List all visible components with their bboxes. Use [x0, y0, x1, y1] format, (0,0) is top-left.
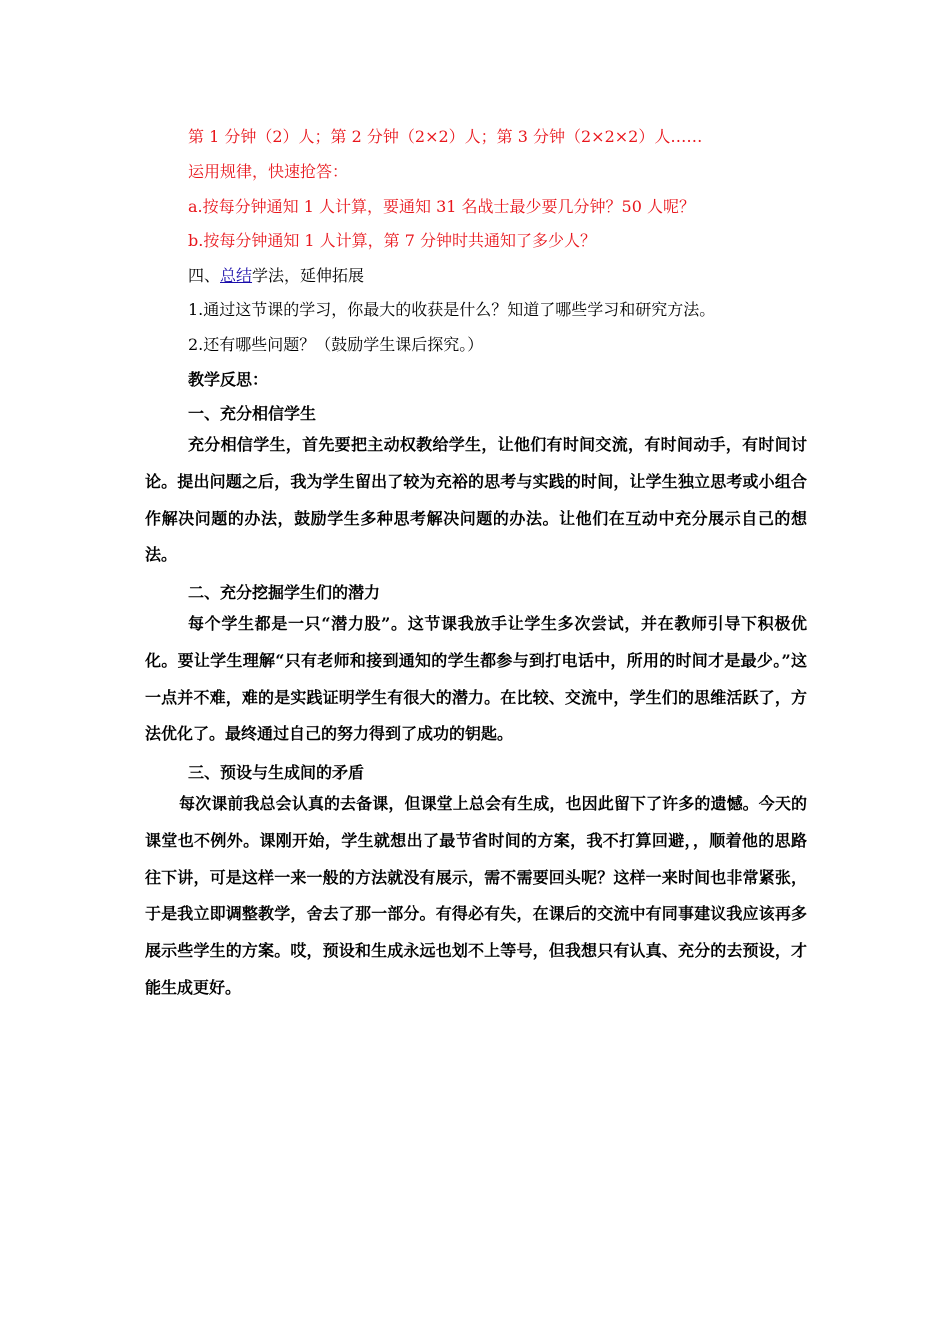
reflection-body-3: 每次课前我总会认真的去备课，但课堂上总会有生成，也因此留下了许多的遗憾。今天的课堂也不例外。课刚开始，学生就想出了最节省时间的方案，我不打算回避，，顺着他的思路往下讲，可是这样一来一般的方法就没有展示，需不需要回头呢？这样一来时间也非常紧张，于是我立即调整教学，舍去了那一部分。有得必有失，在课后的交流中有同事建议我应该再多展示些学生的方案。哎，预设和生成永远也划不上等号，但我想只有认真、充分的去预设，才能生成更好。 — [145, 794, 807, 997]
rule-line: 第 1 分钟（2）人；第 2 分钟（2×2）人；第 3 分钟（2×2×2）人…… — [188, 127, 703, 146]
reflection-body-2: 每个学生都是一只“潜力股”。这节课我放手让学生多次尝试，并在教师引导下积极优化。要让学生理解“只有老师和接到通知的学生都参与到打电话中，所用的时间才是最少。”这一点并不难，难的是实践证明学生有很大的潜力。在比较、交流中，学生们的思维活跃了，方法优化了。最终通过自己的努力得到了成功的钥匙。 — [145, 614, 807, 744]
item-2: 2.还有哪些问题？（鼓励学生课后探究。） — [188, 335, 484, 354]
reflection-heading-2: 二、充分挖掘学生们的潜力 — [188, 583, 381, 602]
section4-suffix: 学法，延伸拓展 — [252, 266, 365, 285]
reflection-body-1: 充分相信学生，首先要把主动权教给学生，让他们有时间交流，有时间动手，有时间讨论。提出问题之后，我为学生留出了较为充裕的思考与实践的时间，让学生独立思考或小组合作解决问题的办法，鼓励学生多种思考解决问题的办法。让他们在互动中充分展示自己的想法。 — [145, 435, 807, 565]
summary-link[interactable]: 总结 — [220, 266, 253, 285]
item-1: 1.通过这节课的学习，你最大的收获是什么？知道了哪些学习和研究方法。 — [188, 300, 716, 319]
question-b: b.按每分钟通知 1 人计算，第 7 分钟时共通知了多少人？ — [188, 231, 597, 250]
reflection-heading-3: 三、预设与生成间的矛盾 — [188, 763, 365, 782]
section4-prefix: 四、 — [188, 266, 221, 285]
section4-heading — [188, 265, 364, 287]
reflection-title: 教学反思： — [188, 370, 269, 389]
apply-rule-line: 运用规律，快速抢答： — [188, 162, 349, 181]
reflection-heading-1: 一、充分相信学生 — [188, 404, 317, 423]
question-a: a.按每分钟通知 1 人计算，要通知 31 名战士最少要几分钟？50 人呢？ — [188, 197, 695, 216]
